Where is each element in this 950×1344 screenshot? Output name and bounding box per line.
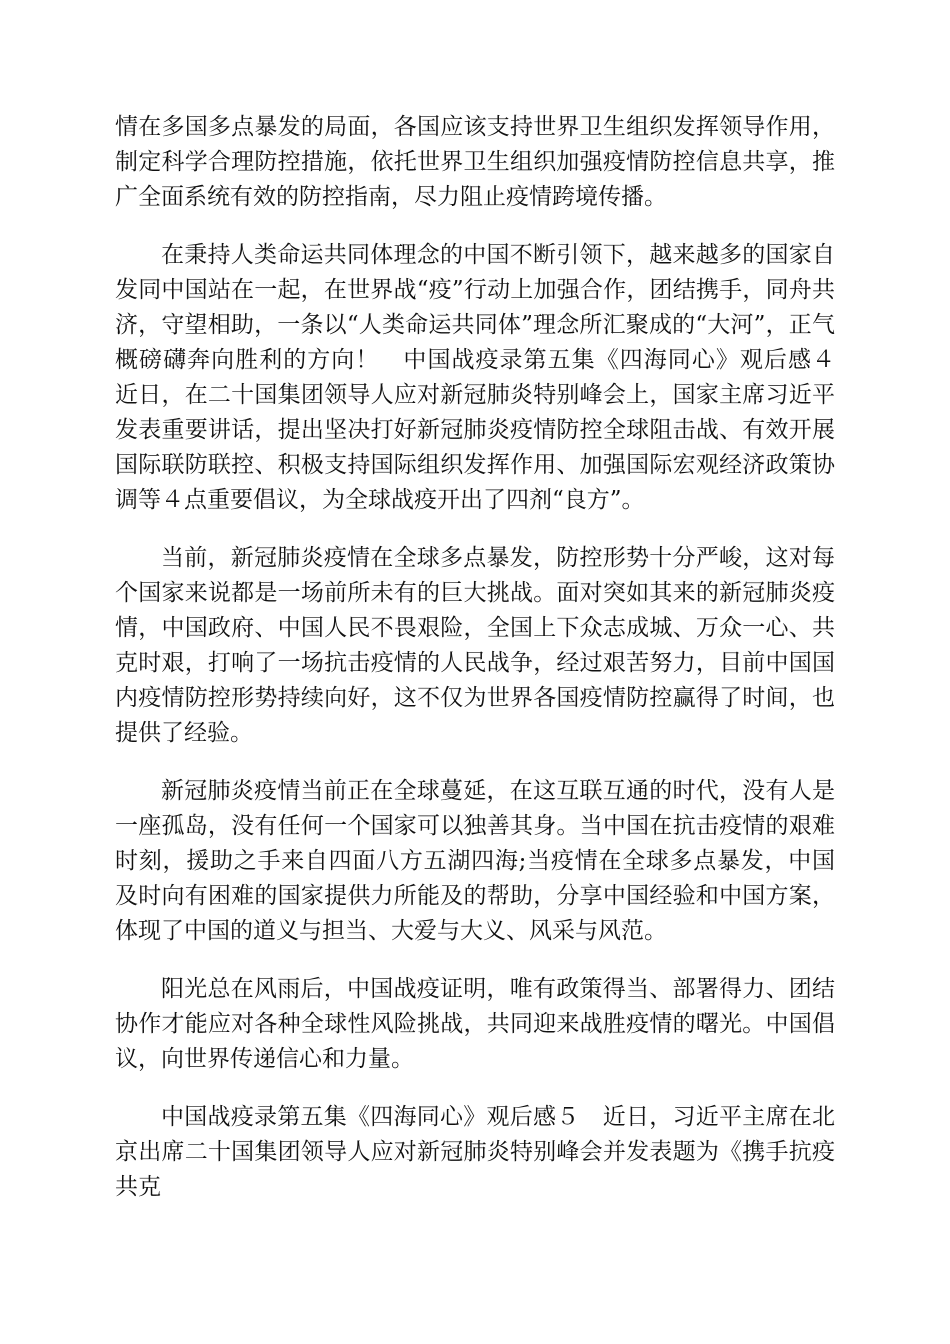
paragraph-3: 当前，新冠肺炎疫情在全球多点暴发，防控形势十分严峻，这对每个国家来说都是一场前所未有的巨大挑战。面对突如其来的新冠肺炎疫情，中国政府、中国人民不畏艰险，全国上下众志成城、万众一心、共克时艰，打响了一场抗击疫情的人民战争，经过艰苦努力，目前中国国内疫情防控形势持续向好，这不仅为世界各国疫情防控赢得了时间，也提供了经验。 (115, 545, 835, 746)
paragraph-6: 中国战疫录第五集《四海同心》观后感５ 近日，习近平主席在北京出席二十国集团领导人应对新冠肺炎特别峰会并发表题为《携手抗疫共克 (115, 1104, 835, 1200)
document-body (115, 110, 858, 1228)
paragraph-2: 在秉持人类命运共同体理念的中国不断引领下，越来越多的国家自发同中国站在一起，在世界战“疫”行动上加强合作，团结携手，同舟共济，守望相助，一条以“人类命运共同体”理念所汇聚成的“大河”，正气概磅礴奔向胜利的方向！ 中国战疫录第五集《四海同心》观后感４ 近日，在二十国集团领导人应对新冠肺炎特别峰会上，国家主席习近平发表重要讲话，提出坚决打好新冠肺炎疫情防控全球阻击战、有效开展国际联防联控、积极支持国际组织发挥作用、加强国际宏观经济政策协调等４点重要倡议，为全球战疫开出了四剂“良方”。 (115, 242, 858, 513)
paragraph-4: 新冠肺炎疫情当前正在全球蔓延，在这互联互通的时代，没有人是一座孤岛，没有任何一个国家可以独善其身。当中国在抗击疫情的艰难时刻，援助之手来自四面八方五湖四海;当疫情在全球多点暴发，中国及时向有困难的国家提供力所能及的帮助，分享中国经验和中国方案，体现了中国的道义与担当、大爱与大义、风采与风范。 (115, 778, 835, 944)
paragraph-5: 阳光总在风雨后，中国战疫证明，唯有政策得当、部署得力、团结协作才能应对各种全球性风险挑战，共同迎来战胜疫情的曙光。中国倡议，向世界传递信心和力量。 (115, 976, 835, 1072)
paragraph-1: 情在多国多点暴发的局面，各国应该支持世界卫生组织发挥领导作用，制定科学合理防控措施，依托世界卫生组织加强疫情防控信息共享，推广全面系统有效的防控指南，尽力阻止疫情跨境传播。 (115, 114, 835, 210)
